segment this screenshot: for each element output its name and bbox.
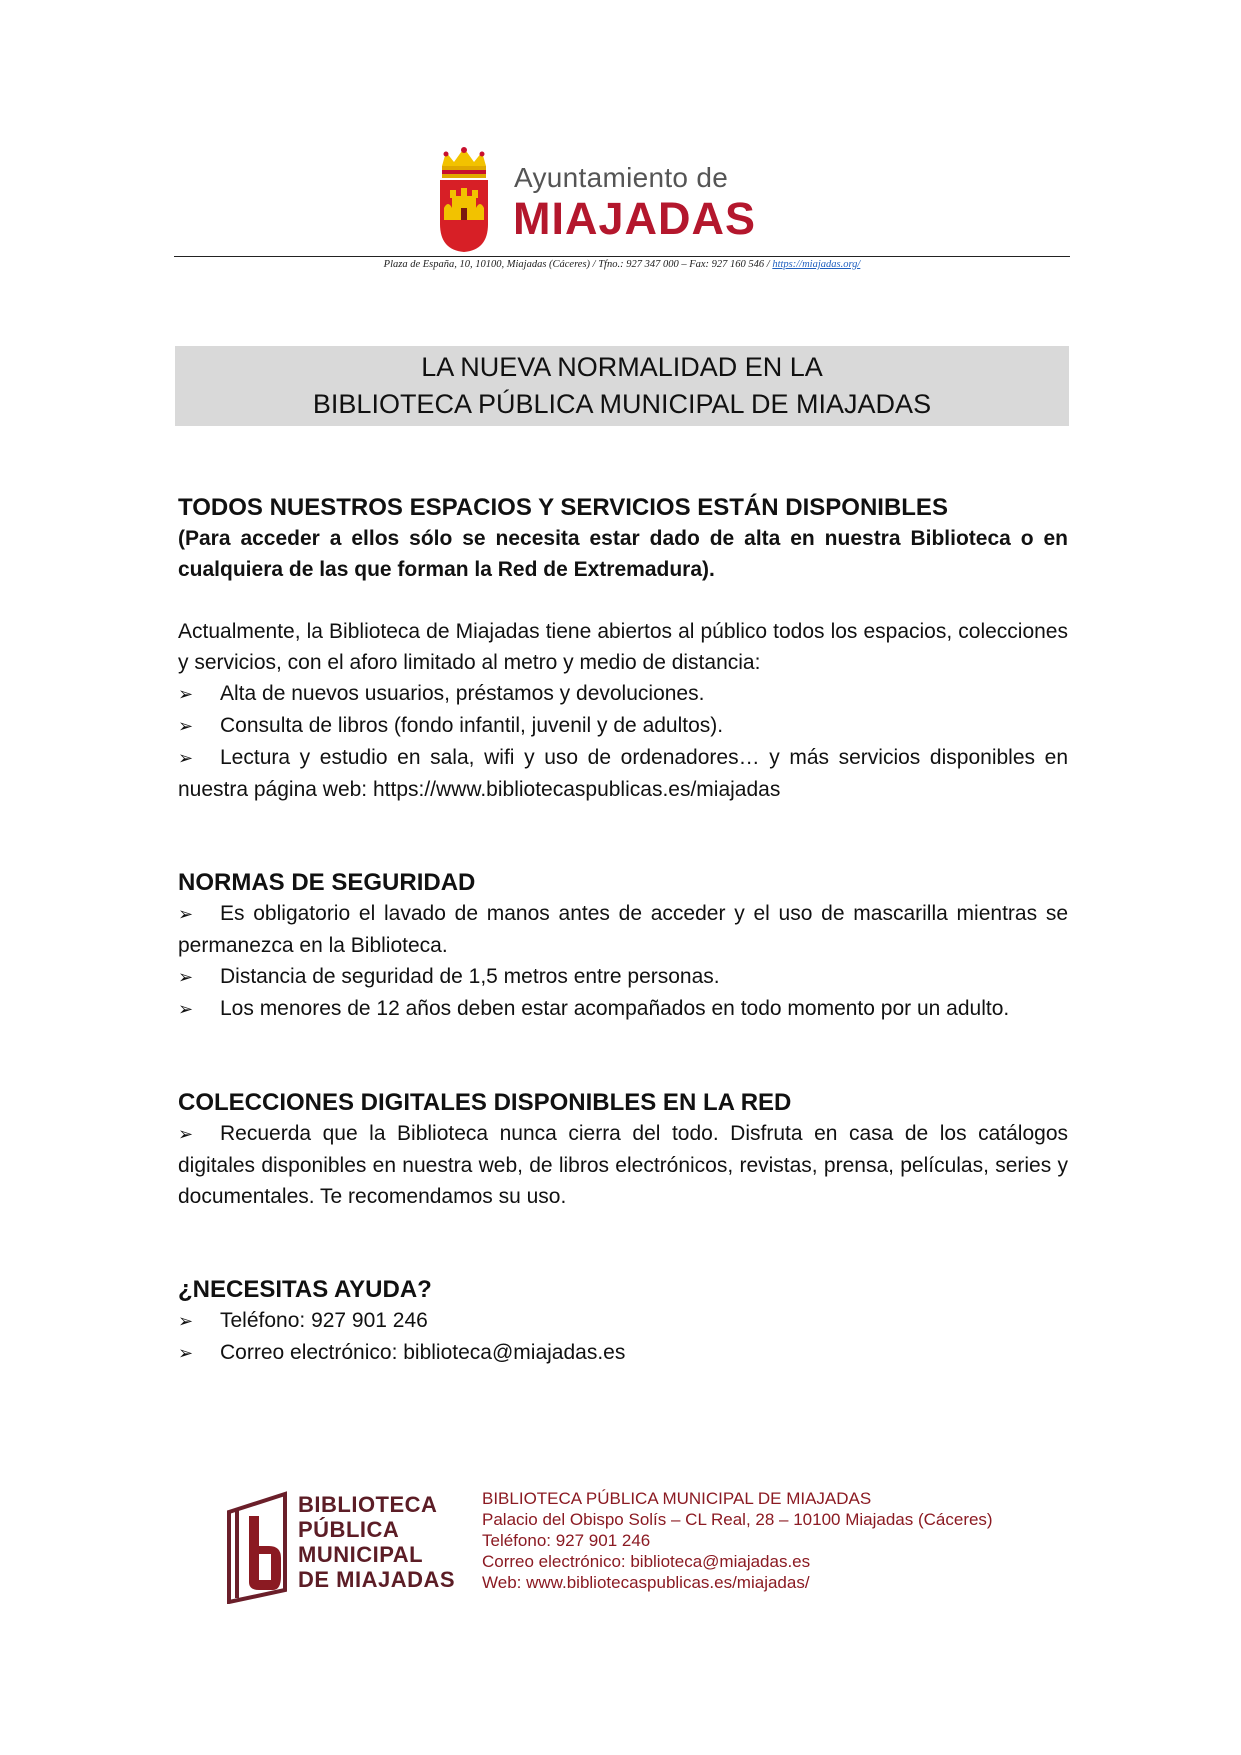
arrow-bullet-icon: ➢	[178, 967, 194, 987]
footer-address: Palacio del Obispo Solís – CL Real, 28 – 10100 Miajadas (Cáceres)	[482, 1510, 993, 1529]
arrow-bullet-icon: ➢	[178, 999, 194, 1019]
page-title-line-2: BIBLIOTECA PÚBLICA MUNICIPAL DE MIAJADAS	[312, 389, 932, 419]
list-item: ➢ Correo electrónico: biblioteca@miajadas.es	[178, 1337, 1068, 1369]
footer-email: Correo electrónico: biblioteca@miajadas.es	[482, 1552, 811, 1571]
footer-logo-text: BIBLIOTECA PÚBLICA MUNICIPAL DE MIAJADAS	[298, 1492, 456, 1592]
arrow-bullet-icon: ➢	[178, 684, 194, 704]
arrow-bullet-icon: ➢	[178, 1311, 194, 1331]
footer-library-name: BIBLIOTECA PÚBLICA MUNICIPAL DE MIAJADAS	[482, 1489, 872, 1508]
section-heading-espacios: TODOS NUESTROS ESPACIOS Y SERVICIOS ESTÁN DISPONIBLES	[178, 494, 948, 521]
page-title-box	[175, 346, 1069, 426]
section-note-espacios: (Para acceder a ellos sólo se necesita estar dado de alta en nuestra Biblioteca o en cualquiera de las que forman la Red de Extremadura).	[178, 527, 1068, 581]
section-intro-espacios: Actualmente, la Biblioteca de Miajadas tiene abiertos al público todos los espacios, colecciones y servicios, con el aforo limitado al metro y medio de distancia:	[178, 620, 1068, 674]
section-heading-ayuda: ¿NECESITAS AYUDA?	[178, 1276, 432, 1303]
footer-phone: Teléfono: 927 901 246	[482, 1531, 651, 1550]
arrow-bullet-icon: ➢	[178, 1124, 194, 1144]
main-content	[178, 492, 1068, 1369]
address-text: Plaza de España, 10, 10100, Miajadas (Cáceres) / Tfno.: 927 347 000 – Fax: 927 160 546 /	[383, 259, 773, 270]
header-address	[174, 259, 1070, 270]
list-item: ➢ Es obligatorio el lavado de manos antes de acceder y el uso de mascarilla mientras se permanezca en la Biblioteca.	[178, 898, 1068, 961]
arrow-bullet-icon: ➢	[178, 1343, 194, 1363]
footer-contact-info	[482, 1488, 993, 1593]
list-item: ➢ Teléfono: 927 901 246	[178, 1305, 1068, 1337]
arrow-bullet-icon: ➢	[178, 904, 194, 924]
list-item: ➢ Los menores de 12 años deben estar acompañados en todo momento por un adulto.	[178, 993, 1068, 1025]
list-item: ➢ Alta de nuevos usuarios, préstamos y devoluciones.	[178, 678, 1068, 710]
list-item: ➢ Lectura y estudio en sala, wifi y uso de ordenadores… y más servicios disponibles en nuestra página web: https://www.bibliotecaspublicas.es/miajadas	[178, 742, 1068, 805]
logo-town-name: MIAJADAS	[513, 193, 757, 244]
list-item: ➢ Recuerda que la Biblioteca nunca cierra del todo. Disfruta en casa de los catálogos digitales disponibles en nuestra web, de libros electrónicos, revistas, prensa, películas, series y documentales. Te recomendamos su uso.	[178, 1118, 1068, 1212]
footer-web: Web: www.bibliotecaspublicas.es/miajadas/	[482, 1573, 810, 1592]
list-item: ➢ Consulta de libros (fondo infantil, juvenil y de adultos).	[178, 710, 1068, 742]
header-divider	[174, 256, 1070, 257]
list-item: ➢ Distancia de seguridad de 1,5 metros entre personas.	[178, 961, 1068, 993]
arrow-bullet-icon: ➢	[178, 748, 194, 768]
coat-of-arms-logo	[436, 146, 492, 254]
website-link[interactable]: https://miajadas.org/	[772, 259, 861, 270]
page-title-line-1: LA NUEVA NORMALIDAD EN LA	[421, 352, 823, 382]
logo-subtitle: Ayuntamiento de	[514, 162, 729, 193]
section-heading-colecciones: COLECCIONES DIGITALES DISPONIBLES EN LA RED	[178, 1089, 792, 1116]
section-heading-seguridad: NORMAS DE SEGURIDAD	[178, 869, 476, 896]
arrow-bullet-icon: ➢	[178, 716, 194, 736]
